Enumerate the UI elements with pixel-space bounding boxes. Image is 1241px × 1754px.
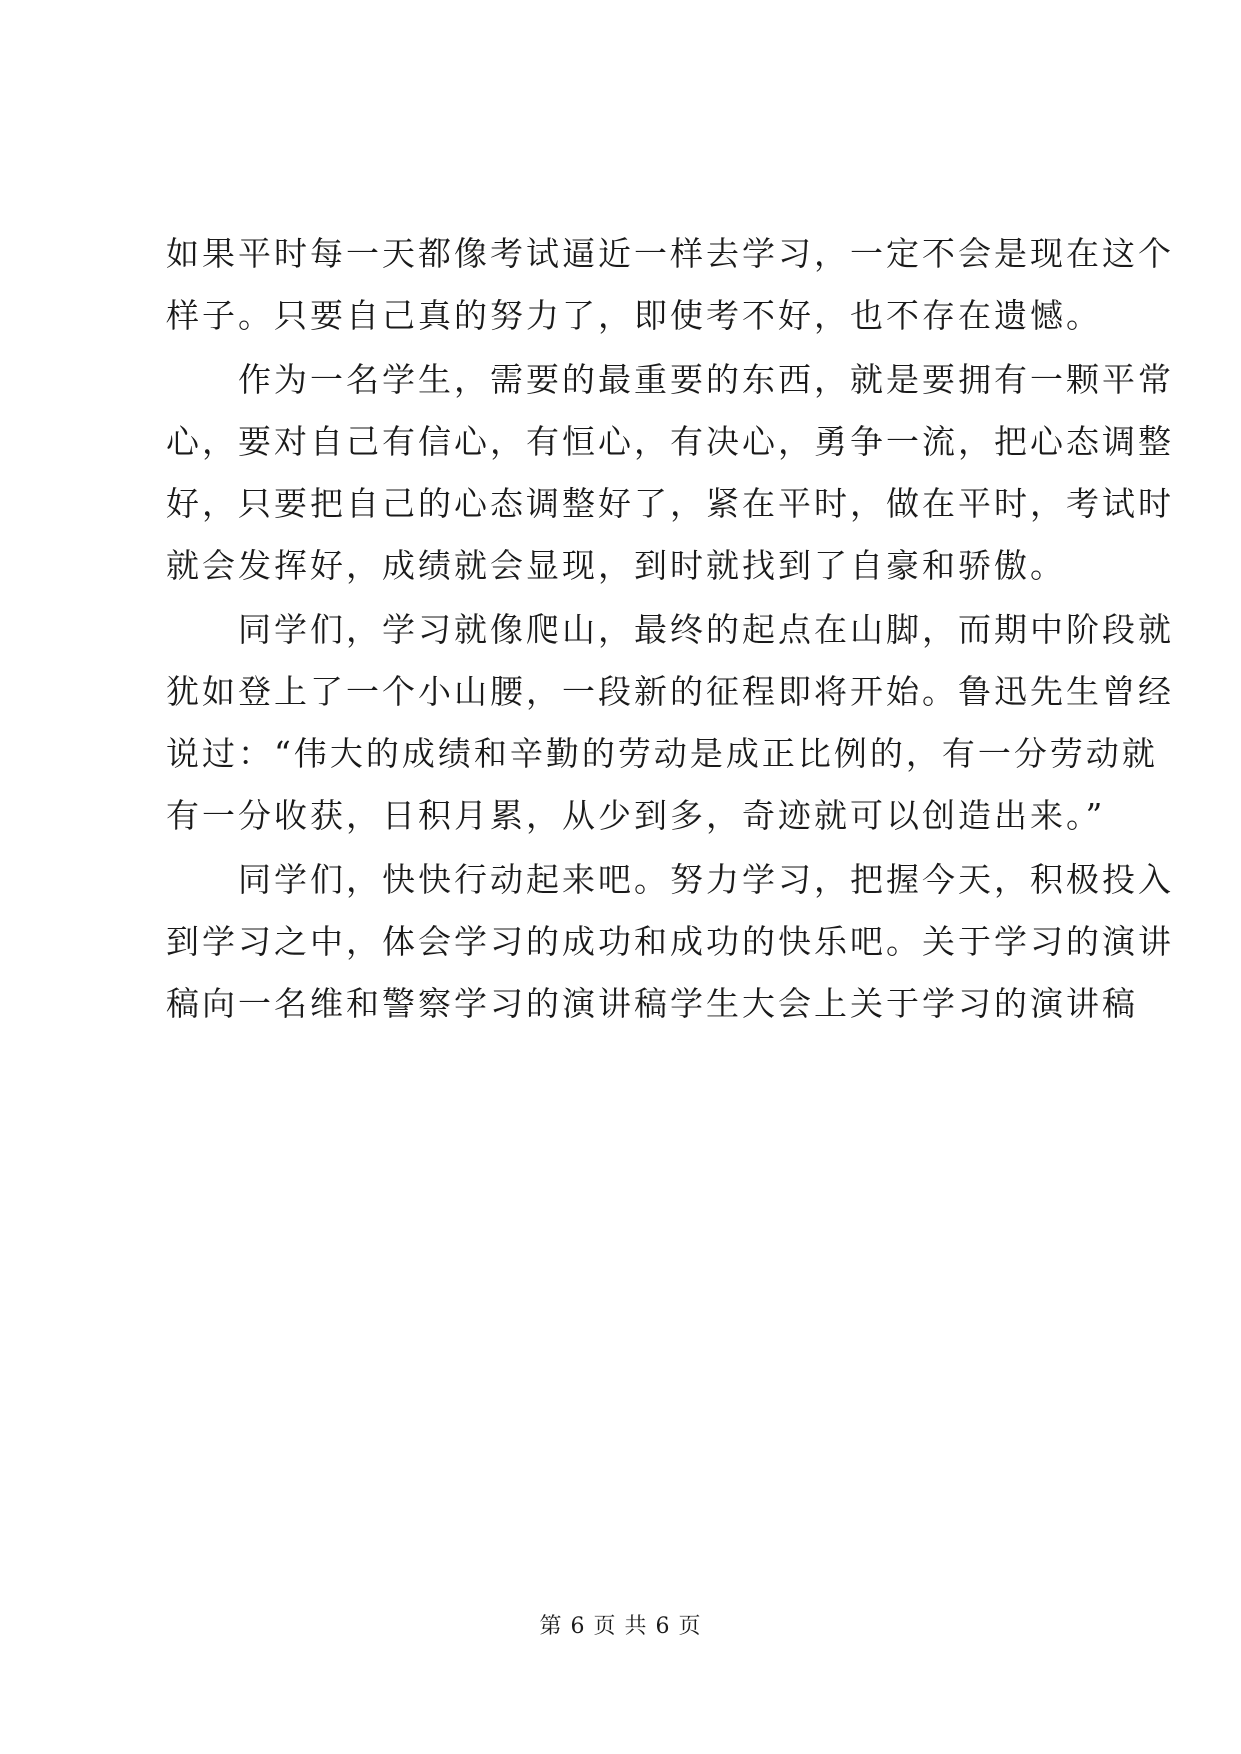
text-line: 同学们，学习就像爬山，最终的起点在山脚，而期中阶段就 xyxy=(166,610,1174,649)
text-line: 稿向一名维和警察学习的演讲稿学生大会上关于学习的演讲稿 xyxy=(166,984,1138,1023)
text-line: 如果平时每一天都像考试逼近一样去学习，一定不会是现在这个 xyxy=(166,234,1174,273)
text-line: 到学习之中，体会学习的成功和成功的快乐吧。关于学习的演讲 xyxy=(166,922,1174,961)
text-line: 说过：“伟大的成绩和辛勤的劳动是成正比例的，有一分劳动就 xyxy=(166,734,1158,773)
text-line: 心，要对自己有信心，有恒心，有决心，勇争一流，把心态调整 xyxy=(166,422,1174,461)
text-line: 就会发挥好，成绩就会显现，到时就找到了自豪和骄傲。 xyxy=(166,546,1066,585)
text-line: 样子。只要自己真的努力了，即使考不好，也不存在遗憾。 xyxy=(166,296,1102,335)
text-line: 好，只要把自己的心态调整好了，紧在平时，做在平时，考试时 xyxy=(166,484,1174,523)
text-line: 犹如登上了一个小山腰，一段新的征程即将开始。鲁迅先生曾经 xyxy=(166,672,1174,711)
text-line: 作为一名学生，需要的最重要的东西，就是要拥有一颗平常 xyxy=(166,360,1174,399)
page-footer: 第 6 页 共 6 页 xyxy=(539,1614,702,1639)
text-line: 同学们，快快行动起来吧。努力学习，把握今天，积极投入 xyxy=(166,860,1174,899)
text-line: 有一分收获，日积月累，从少到多，奇迹就可以创造出来。” xyxy=(166,796,1106,835)
